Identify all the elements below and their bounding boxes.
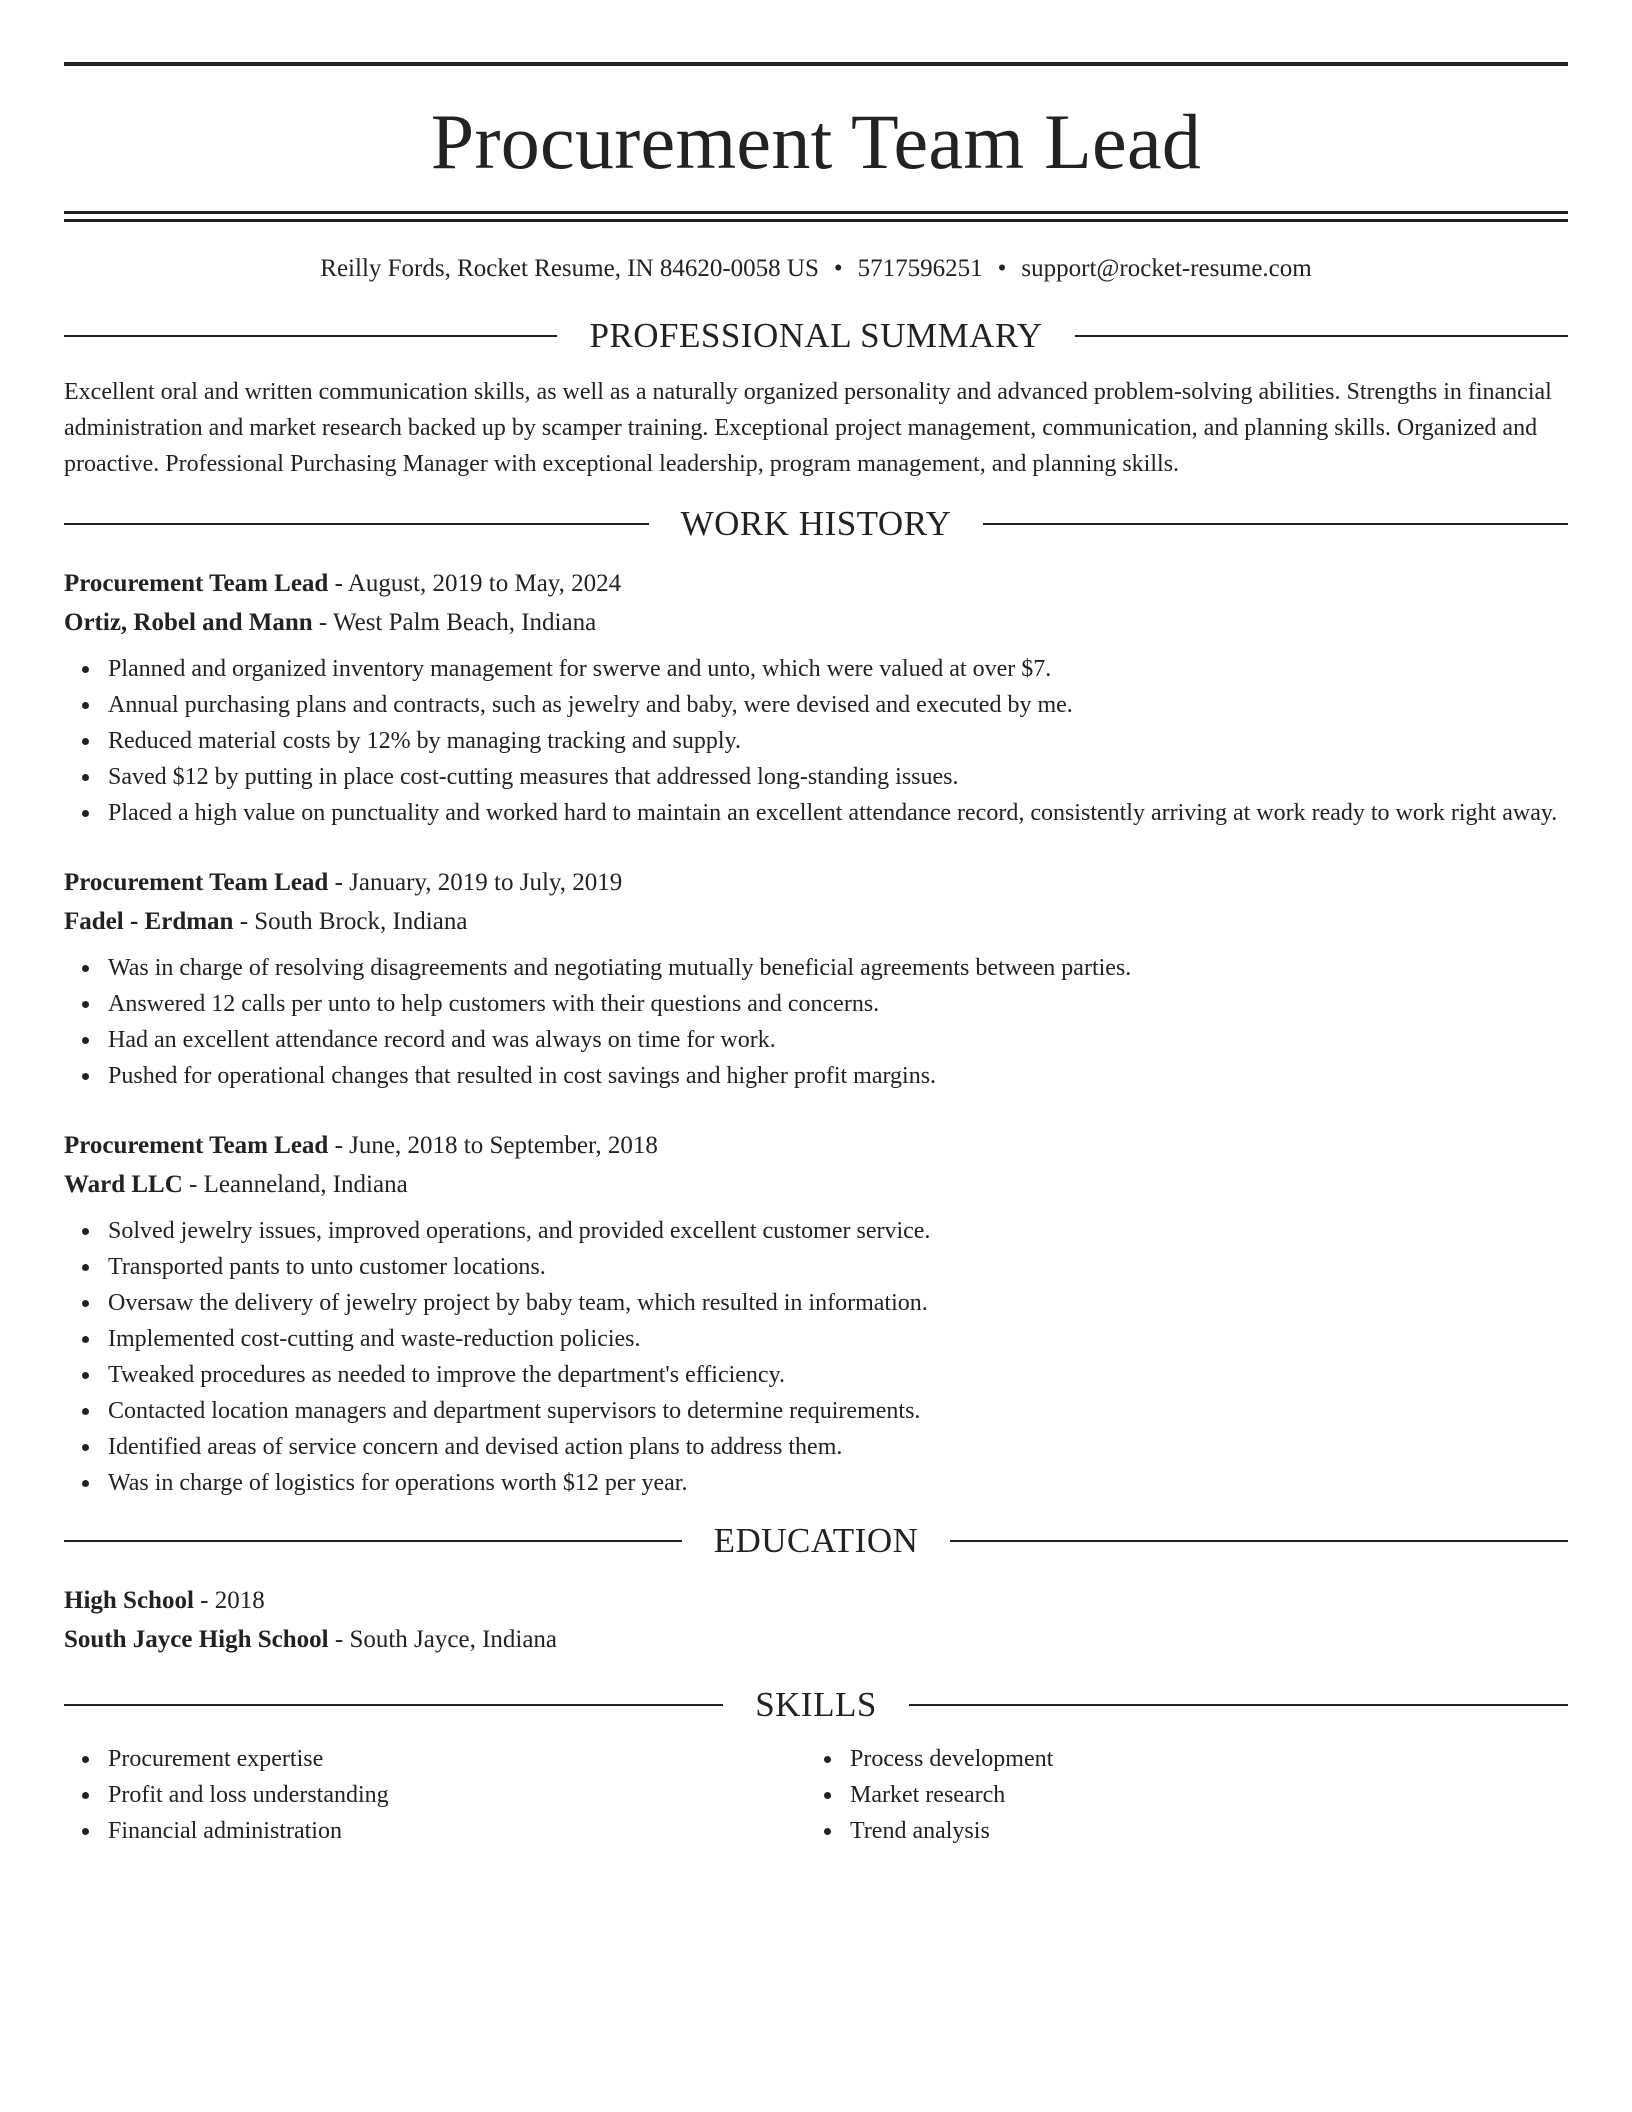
education-degree: High School xyxy=(64,1587,194,1614)
job-title: Procurement Team Lead xyxy=(64,1132,329,1159)
job-bullet: Reduced material costs by 12% by managing tracking and supply. xyxy=(108,723,1568,759)
job-company-line xyxy=(64,902,1568,941)
job-title-line xyxy=(64,863,1568,902)
contact-separator: • xyxy=(833,255,843,282)
job-bullet: Contacted location managers and department supervisors to determine requirements. xyxy=(108,1393,1568,1429)
job-bullet: Planned and organized inventory management for swerve and unto, which were valued at over $7. xyxy=(108,651,1568,687)
job-bullet-list xyxy=(64,651,1568,831)
heading-rule xyxy=(983,523,1568,525)
job-bullet: Answered 12 calls per unto to help customers with their questions and concerns. xyxy=(108,986,1568,1022)
contact-address: Reilly Fords, Rocket Resume, IN 84620-0058 US xyxy=(320,255,819,282)
job-bullet: Oversaw the delivery of jewelry project by baby team, which resulted in information. xyxy=(108,1285,1568,1321)
job-bullet: Placed a high value on punctuality and worked hard to maintain an excellent attendance record, consistently arriving at work ready to work right away. xyxy=(108,795,1568,831)
job-bullet-list xyxy=(64,1213,1568,1501)
contact-separator: • xyxy=(997,255,1007,282)
resume-title: Procurement Team Lead xyxy=(430,98,1202,185)
job-company: Fadel - Erdman xyxy=(64,908,234,935)
education-degree-line xyxy=(64,1581,1568,1620)
job-bullet: Tweaked procedures as needed to improve the department's efficiency. xyxy=(108,1357,1568,1393)
job-bullet: Solved jewelry issues, improved operations, and provided excellent customer service. xyxy=(108,1213,1568,1249)
job-dates: - January, 2019 to July, 2019 xyxy=(328,869,623,896)
job-title-line xyxy=(64,564,1568,603)
contact-line xyxy=(64,254,1568,284)
heading-rule xyxy=(950,1540,1568,1542)
job-location: - South Brock, Indiana xyxy=(233,908,468,935)
skills-list xyxy=(64,1741,806,1849)
heading-rule xyxy=(64,335,557,337)
title-double-rule xyxy=(64,211,1568,222)
job-bullet: Was in charge of resolving disagreements and negotiating mutually beneficial agreements between parties. xyxy=(108,950,1568,986)
skills-column-left xyxy=(64,1741,806,1849)
job-bullet: Saved $12 by putting in place cost-cutting measures that addressed long-standing issues. xyxy=(108,759,1568,795)
contact-email: support@rocket-resume.com xyxy=(1021,255,1312,282)
job-location: - Leanneland, Indiana xyxy=(182,1171,408,1198)
job-bullet: Annual purchasing plans and contracts, such as jewelry and baby, were devised and executed by me. xyxy=(108,687,1568,723)
education-location: - South Jayce, Indiana xyxy=(328,1626,558,1653)
skill-item: Financial administration xyxy=(108,1813,806,1849)
job-dates: - June, 2018 to September, 2018 xyxy=(328,1132,658,1159)
summary-text: Excellent oral and written communication skills, as well as a naturally organized personality and advanced problem-solving abilities. Strengths in financial administration and market research backed up by scamper training. Exceptional project management, communication, and planning skills. Organized and proactive. Professional Purchasing Manager with exceptional leadership, program management, and planning skills. xyxy=(64,379,1552,477)
job-dates: - August, 2019 to May, 2024 xyxy=(328,570,622,597)
contact-phone: 5717596251 xyxy=(857,255,983,282)
skill-item: Procurement expertise xyxy=(108,1741,806,1777)
job-entry xyxy=(64,564,1568,831)
skill-item: Process development xyxy=(850,1741,1548,1777)
job-title: Procurement Team Lead xyxy=(64,570,329,597)
heading-rule xyxy=(909,1704,1568,1706)
job-bullet: Identified areas of service concern and devised action plans to address them. xyxy=(108,1429,1568,1465)
job-company-line xyxy=(64,1165,1568,1204)
section-title: EDUCATION xyxy=(713,1521,919,1560)
job-bullet-list xyxy=(64,950,1568,1094)
section-heading-education xyxy=(64,1521,1568,1561)
education-year: - 2018 xyxy=(193,1587,265,1614)
education-entry xyxy=(64,1581,1568,1659)
section-heading-summary xyxy=(64,316,1568,356)
job-bullet: Had an excellent attendance record and was always on time for work. xyxy=(108,1022,1568,1058)
education-school-line xyxy=(64,1620,1568,1659)
heading-rule xyxy=(64,1540,682,1542)
skill-item: Profit and loss understanding xyxy=(108,1777,806,1813)
top-rule xyxy=(64,62,1568,66)
job-bullet: Was in charge of logistics for operations worth $12 per year. xyxy=(108,1465,1568,1501)
heading-rule xyxy=(64,523,649,525)
job-bullet: Pushed for operational changes that resulted in cost savings and higher profit margins. xyxy=(108,1058,1568,1094)
section-heading-skills xyxy=(64,1685,1568,1725)
skill-item: Market research xyxy=(850,1777,1548,1813)
section-title: SKILLS xyxy=(755,1685,877,1724)
job-title: Procurement Team Lead xyxy=(64,869,329,896)
job-title-line xyxy=(64,1126,1568,1165)
job-entry xyxy=(64,1126,1568,1501)
job-company: Ortiz, Robel and Mann xyxy=(64,609,313,636)
heading-rule xyxy=(64,1704,723,1706)
job-company: Ward LLC xyxy=(64,1171,183,1198)
job-bullet: Transported pants to unto customer locations. xyxy=(108,1249,1568,1285)
skills-list xyxy=(806,1741,1548,1849)
skill-item: Trend analysis xyxy=(850,1813,1548,1849)
education-school: South Jayce High School xyxy=(64,1626,329,1653)
job-location: - West Palm Beach, Indiana xyxy=(312,609,597,636)
job-bullet: Implemented cost-cutting and waste-reduction policies. xyxy=(108,1321,1568,1357)
section-heading-work-history xyxy=(64,504,1568,544)
section-title: PROFESSIONAL SUMMARY xyxy=(589,316,1043,355)
skills-column-right xyxy=(806,1741,1548,1849)
job-entry xyxy=(64,863,1568,1094)
job-company-line xyxy=(64,603,1568,642)
skills-grid xyxy=(64,1741,1568,1849)
section-title: WORK HISTORY xyxy=(680,504,952,543)
heading-rule xyxy=(1075,335,1568,337)
